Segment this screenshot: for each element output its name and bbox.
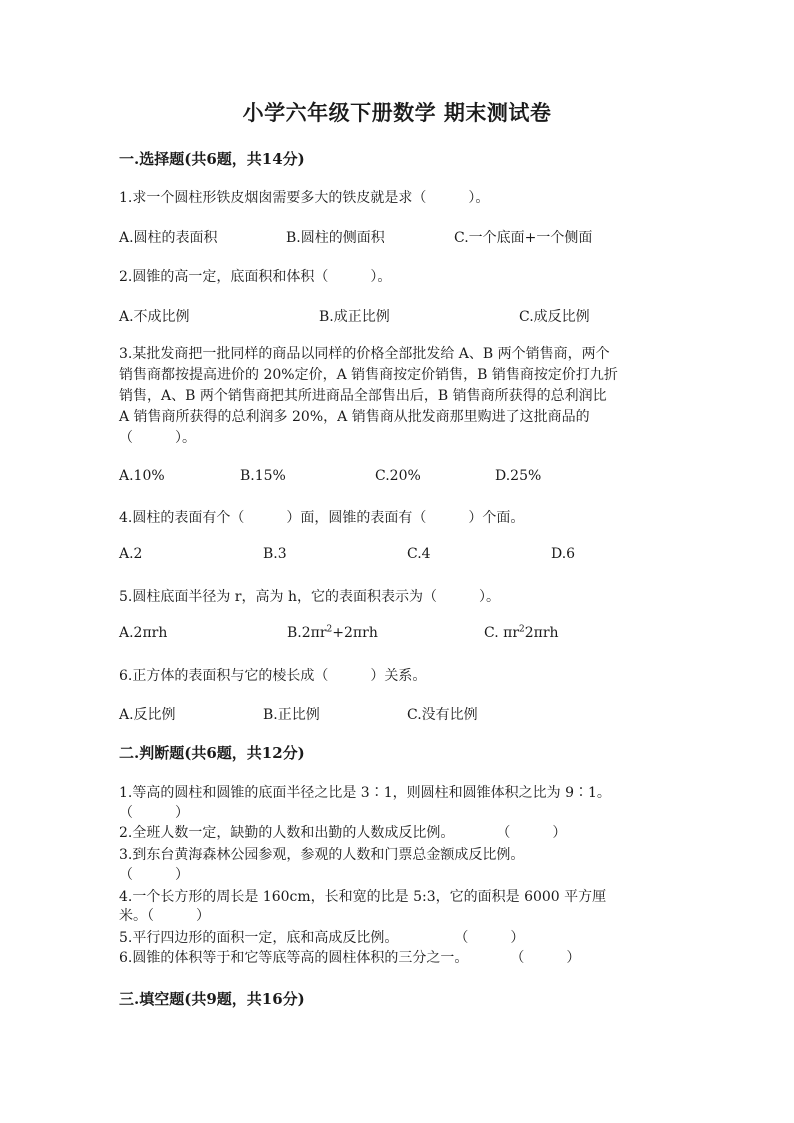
option-a: A.圆柱的表面积 <box>119 230 218 246</box>
judge-line: 1.等高的圆柱和圆锥的底面半径之比是 3∶1，则圆柱和圆锥体积之比为 9∶1。 <box>119 785 611 801</box>
option-a: A.2 <box>119 546 143 562</box>
judge-line: 4.一个长方形的周长是 160cm，长和宽的比是 5:3，它的面积是 6000 平方厘 <box>119 889 607 905</box>
option-text: C. πr <box>484 625 520 641</box>
option-b: B.成正比例 <box>319 309 390 325</box>
option-a: A.10% <box>119 468 165 484</box>
option-b: B.正比例 <box>263 707 320 723</box>
question-stem: 6.正方体的表面积与它的棱长成（ ）关系。 <box>119 668 427 684</box>
judge-line: 米。（ ） <box>119 908 210 924</box>
section-heading-fill: 三.填空题(共9题，共16分) <box>119 990 305 1008</box>
judge-line: 2.全班人数一定，缺勤的人数和出勤的人数成反比例。 （ ） <box>119 825 567 841</box>
page-title: 小学六年级下册数学 期末测试卷 <box>242 100 552 125</box>
section-heading-judge: 二.判断题(共6题，共12分) <box>119 744 305 762</box>
option-text: B.2πr <box>287 625 327 641</box>
judge-line: 6.圆锥的体积等于和它等底等高的圆柱体积的三分之一。 （ ） <box>119 950 581 966</box>
question-stem: 4.圆柱的表面有个（ ）面，圆锥的表面有（ ）个面。 <box>119 510 525 526</box>
option-a: A.2πrh <box>119 625 168 641</box>
judge-line: 5.平行四边形的面积一定，底和高成反比例。 （ ） <box>119 930 525 946</box>
judge-line: 3.到东台黄海森林公园参观，参观的人数和门票总金额成反比例。 <box>119 847 525 863</box>
option-c: C.4 <box>407 546 431 562</box>
option-d: D.6 <box>551 546 576 562</box>
question-stem-line: 销售商都按提高进价的 20%定价，A 销售商按定价销售，B 销售商按定价打九折 <box>119 367 618 383</box>
question-stem: 5.圆柱底面半径为 r，高为 h，它的表面积表示为（ ）。 <box>119 589 500 605</box>
option-b: B.3 <box>263 546 287 562</box>
section-heading-choice: 一.选择题(共6题，共14分) <box>119 150 305 168</box>
option-c: C.成反比例 <box>519 309 590 325</box>
superscript: 2 <box>519 624 525 635</box>
superscript: 2 <box>326 624 333 635</box>
option-b <box>287 625 378 641</box>
option-c: C.一个底面+一个侧面 <box>454 230 593 246</box>
option-d: D.25% <box>495 468 542 484</box>
judge-line: （ ） <box>119 805 189 821</box>
question-stem-line: 销售，A、B 两个销售商把其所进商品全部售出后，B 销售商所获得的总利润比 <box>119 388 607 404</box>
option-a: A.不成比例 <box>119 309 190 325</box>
option-c <box>484 625 559 641</box>
option-b: B.圆柱的侧面积 <box>286 230 385 246</box>
question-stem-line: 3.某批发商把一批同样的商品以同样的价格全部批发给 A、B 两个销售商，两个 <box>119 346 610 362</box>
option-text: 2πrh <box>524 625 559 641</box>
option-b: B.15% <box>240 468 286 484</box>
option-c: C.没有比例 <box>407 707 478 723</box>
question-stem: 1.求一个圆柱形铁皮烟囱需要多大的铁皮就是求（ ）。 <box>119 190 490 206</box>
judge-line: （ ） <box>119 867 189 883</box>
question-stem-line: （ ）。 <box>119 430 196 446</box>
question-stem-line: A 销售商所获得的总利润多 20%，A 销售商从批发商那里购进了这批商品的 <box>119 409 590 425</box>
option-a: A.反比例 <box>119 707 176 723</box>
option-c: C.20% <box>375 468 421 484</box>
option-text: +2πrh <box>332 625 378 641</box>
question-stem: 2.圆锥的高一定，底面积和体积（ ）。 <box>119 269 392 285</box>
